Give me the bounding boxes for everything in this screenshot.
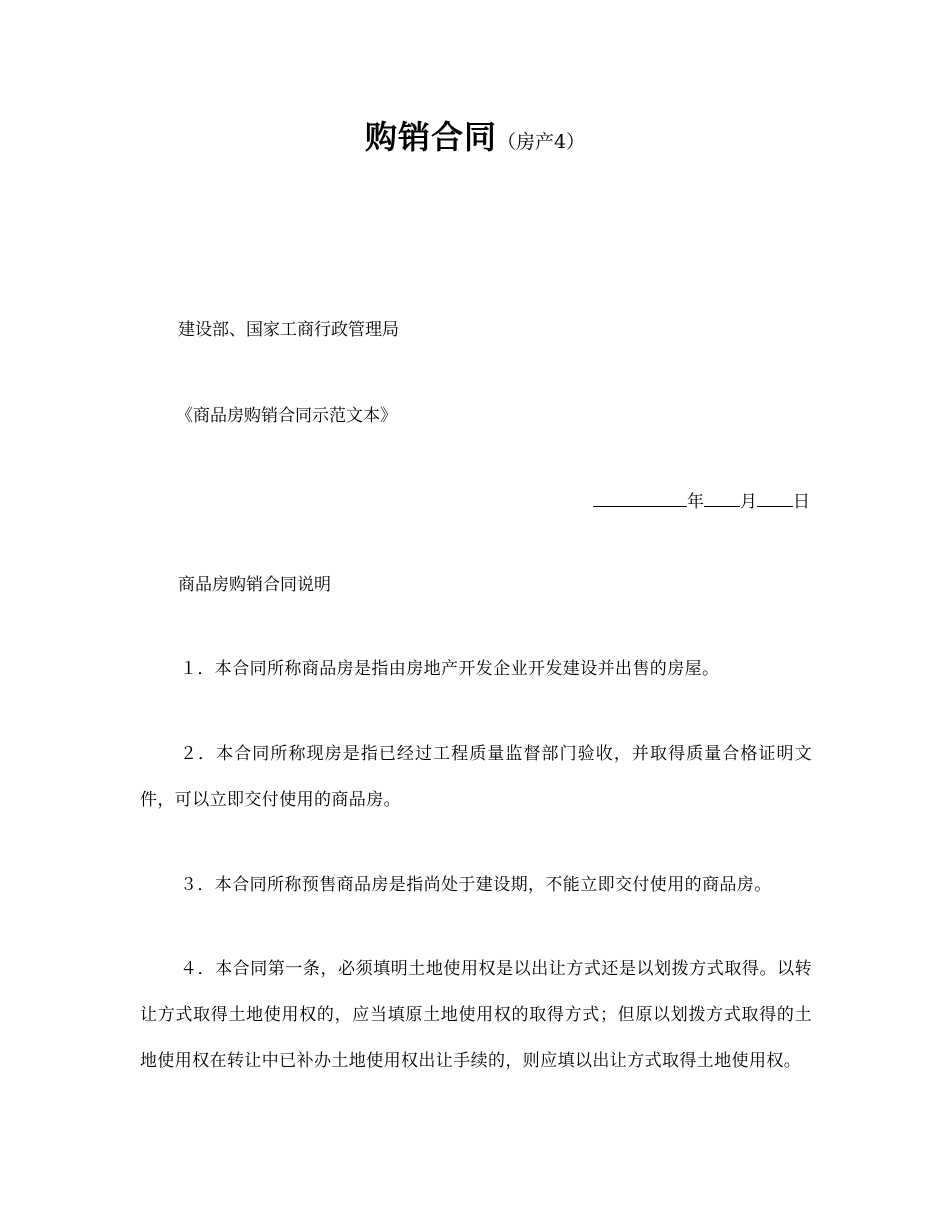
title-subtitle: （房产4） xyxy=(496,131,586,153)
paragraph-2: ２．本合同所称现房是指已经过工程质量监督部门验收，并取得质量合格证明文件，可以立即交付使用的商品房。 xyxy=(140,744,812,810)
year-label: 年 xyxy=(687,492,704,512)
paragraph-4: ４．本合同第一条，必须填明土地使用权是以出让方式还是以划拨方式取得。以转让方式取得土地使用权的，应当填原土地使用权的取得方式；但原以划拨方式取得的土地使用权在转让中已补办土地使用权出让手续的，则应填以出让方式取得土地使用权。 xyxy=(140,959,812,1071)
day-label: 日 xyxy=(793,492,810,512)
day-blank xyxy=(757,489,793,507)
month-label: 月 xyxy=(740,492,757,512)
model-text-name: 《商品房购销合同示范文本》 xyxy=(176,406,397,426)
paragraph-3: ３．本合同所称预售商品房是指尚处于建设期，不能立即交付使用的商品房。 xyxy=(180,875,772,895)
paragraph-1: １．本合同所称商品房是指由房地产开发企业开发建设并出售的房屋。 xyxy=(180,659,720,679)
document-title xyxy=(0,112,950,158)
month-blank xyxy=(704,489,740,507)
title-main: 购销合同 xyxy=(364,118,497,156)
issuer-line: 建设部、国家工商行政管理局 xyxy=(178,320,399,340)
year-blank xyxy=(593,489,687,507)
section-heading: 商品房购销合同说明 xyxy=(178,575,331,595)
date-line xyxy=(593,489,810,514)
